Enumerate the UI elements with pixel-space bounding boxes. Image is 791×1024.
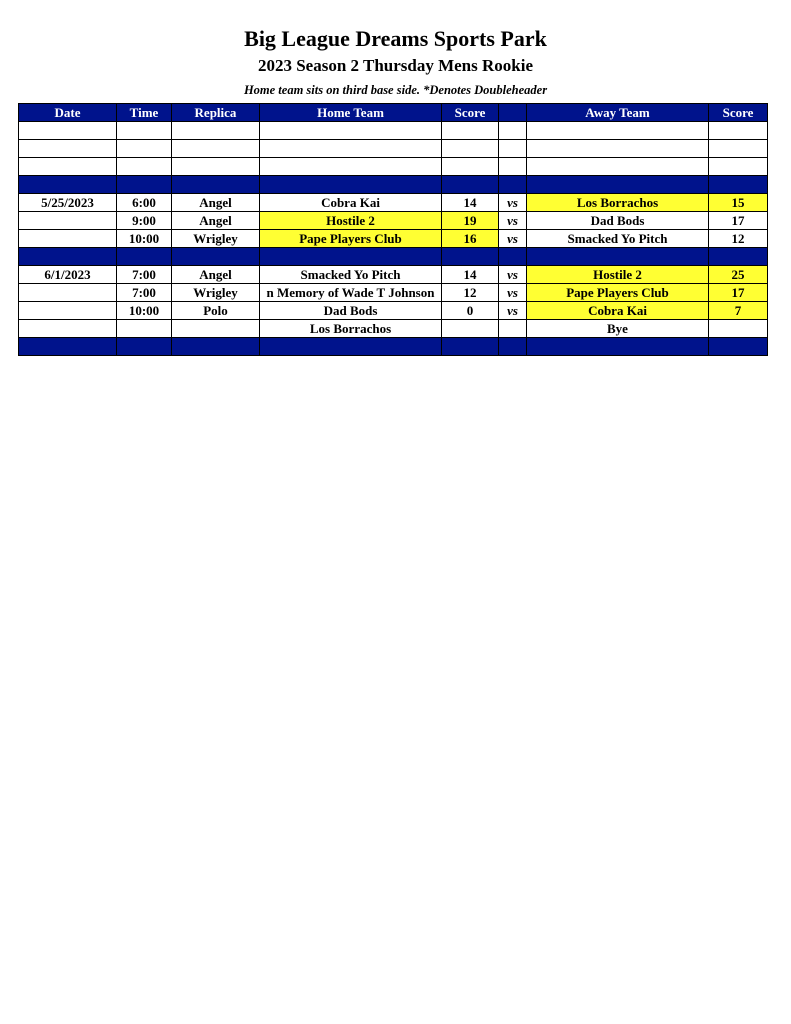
away-team: Cobra Kai xyxy=(527,302,709,320)
vs-label: vs xyxy=(499,194,527,212)
home-team: n Memory of Wade T Johnson xyxy=(260,284,442,302)
away-score: 7 xyxy=(709,302,768,320)
empty-row xyxy=(19,122,768,140)
away-score: 15 xyxy=(709,194,768,212)
bye-row xyxy=(19,320,768,338)
table-header-row xyxy=(19,104,768,122)
empty-row xyxy=(19,140,768,158)
home-team: Smacked Yo Pitch xyxy=(260,266,442,284)
game-row xyxy=(19,284,768,302)
home-team: Hostile 2 xyxy=(260,212,442,230)
schedule-note: Home team sits on third base side. *Denotes Doubleheader xyxy=(243,83,548,97)
bye-label: Bye xyxy=(527,320,709,338)
schedule-table xyxy=(18,103,768,356)
week-separator-row xyxy=(19,338,768,356)
game-time: 7:00 xyxy=(117,266,172,284)
game-date: 5/25/2023 xyxy=(19,194,117,212)
away-team: Smacked Yo Pitch xyxy=(527,230,709,248)
game-row xyxy=(19,230,768,248)
game-row xyxy=(19,212,768,230)
header-home-team: Home Team xyxy=(260,104,442,122)
header-home-score: Score xyxy=(442,104,499,122)
vs-label: vs xyxy=(499,230,527,248)
game-date xyxy=(19,212,117,230)
game-date xyxy=(19,230,117,248)
home-score: 19 xyxy=(442,212,499,230)
header-date: Date xyxy=(19,104,117,122)
game-time: 7:00 xyxy=(117,284,172,302)
game-row xyxy=(19,194,768,212)
away-score: 12 xyxy=(709,230,768,248)
game-field: Wrigley xyxy=(172,284,260,302)
home-score: 16 xyxy=(442,230,499,248)
home-team: Dad Bods xyxy=(260,302,442,320)
bye-team: Los Borrachos xyxy=(260,320,442,338)
game-field: Polo xyxy=(172,302,260,320)
game-date xyxy=(19,302,117,320)
game-field: Angel xyxy=(172,266,260,284)
game-time: 6:00 xyxy=(117,194,172,212)
vs-label: vs xyxy=(499,212,527,230)
away-team: Los Borrachos xyxy=(527,194,709,212)
vs-label: vs xyxy=(499,302,527,320)
game-field: Wrigley xyxy=(172,230,260,248)
game-time: 9:00 xyxy=(117,212,172,230)
home-score: 14 xyxy=(442,194,499,212)
away-score: 17 xyxy=(709,212,768,230)
home-team: Cobra Kai xyxy=(260,194,442,212)
header-away-team: Away Team xyxy=(527,104,709,122)
game-date xyxy=(19,284,117,302)
game-row xyxy=(19,302,768,320)
away-score: 17 xyxy=(709,284,768,302)
header-replica: Replica xyxy=(172,104,260,122)
game-date: 6/1/2023 xyxy=(19,266,117,284)
header-away-score: Score xyxy=(709,104,768,122)
away-score: 25 xyxy=(709,266,768,284)
home-score: 12 xyxy=(442,284,499,302)
empty-row xyxy=(19,158,768,176)
week-separator-row xyxy=(19,176,768,194)
header-vs-spacer xyxy=(499,104,527,122)
game-time: 10:00 xyxy=(117,230,172,248)
vs-label: vs xyxy=(499,284,527,302)
home-score: 0 xyxy=(442,302,499,320)
game-row xyxy=(19,266,768,284)
home-team: Pape Players Club xyxy=(260,230,442,248)
game-time: 10:00 xyxy=(117,302,172,320)
page-title: Big League Dreams Sports Park xyxy=(244,26,547,51)
game-field: Angel xyxy=(172,212,260,230)
vs-label: vs xyxy=(499,266,527,284)
away-team: Hostile 2 xyxy=(527,266,709,284)
page-subtitle: 2023 Season 2 Thursday Mens Rookie xyxy=(257,56,534,75)
away-team: Pape Players Club xyxy=(527,284,709,302)
week-separator-row xyxy=(19,248,768,266)
away-team: Dad Bods xyxy=(527,212,709,230)
game-field: Angel xyxy=(172,194,260,212)
home-score: 14 xyxy=(442,266,499,284)
header-time: Time xyxy=(117,104,172,122)
